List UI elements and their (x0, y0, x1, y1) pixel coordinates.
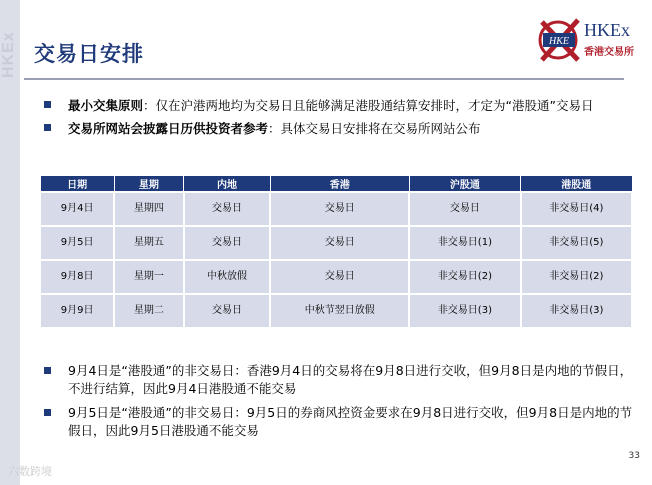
table-cell: 交易日 (270, 226, 409, 260)
table-cell: 交易日 (184, 226, 271, 260)
table-cell: 非交易日(5) (521, 226, 632, 260)
table-cell: 非交易日(3) (409, 294, 520, 328)
hkex-logo-latin: HKEx (584, 20, 630, 40)
table-cell: 星期四 (114, 192, 183, 226)
square-bullet-icon (44, 409, 51, 416)
table-cell: 交易日 (184, 192, 271, 226)
principle-bullets (44, 96, 634, 142)
bullet-text: ：仅在沪港两地均为交易日且能够满足港股通结算安排时，才定为“港股通”交易日 (143, 98, 594, 113)
header-weekday: 星期 (114, 176, 183, 193)
square-bullet-icon (44, 367, 51, 374)
table-cell: 非交易日(2) (521, 260, 632, 294)
table-cell: 星期一 (114, 260, 183, 294)
header-northbound: 沪股通 (409, 176, 520, 193)
page-number: 33 (628, 451, 640, 461)
table-row (40, 260, 632, 294)
table-row (40, 226, 632, 260)
note-item (44, 362, 640, 398)
table-cell: 星期二 (114, 294, 183, 328)
watermark-text: 六数跨境 (8, 465, 52, 478)
table-cell: 9月4日 (40, 192, 114, 226)
note-text: 9月4日是“港股通”的非交易日：香港9月4日的交易将在9月8日进行交收，但9月8日是内地的节假日，不进行结算，因此9月4日港股通不能交易 (68, 363, 633, 396)
table-cell: 非交易日(1) (409, 226, 520, 260)
bullet-item (44, 119, 634, 138)
table-cell: 交易日 (270, 192, 409, 226)
bullet-heading: 最小交集原则 (68, 98, 144, 113)
side-band (0, 0, 20, 485)
table-row (40, 294, 632, 328)
trading-calendar-table (39, 175, 633, 329)
header-hongkong: 香港 (270, 176, 409, 193)
hkex-logo-chinese: 香港交易所 (584, 47, 634, 58)
table-header-row (40, 176, 632, 193)
table-row (40, 192, 632, 226)
header-mainland: 内地 (184, 176, 271, 193)
hkex-logo (532, 16, 644, 68)
table-cell: 中秋放假 (184, 260, 271, 294)
bullet-item (44, 96, 634, 115)
note-text: 9月5日是“港股通”的非交易日：9月5日的券商风控资金要求在9月8日进行交收，但9月8日是内地的节假日，因此9月5日港股通不能交易 (68, 405, 633, 438)
explanation-notes (44, 362, 640, 446)
table-cell: 非交易日(2) (409, 260, 520, 294)
table-cell: 9月9日 (40, 294, 114, 328)
table-cell: 9月8日 (40, 260, 114, 294)
square-bullet-icon (44, 101, 51, 108)
header-date: 日期 (40, 176, 114, 193)
table-cell: 中秋节翌日放假 (270, 294, 409, 328)
header-southbound: 港股通 (521, 176, 632, 193)
table-cell: 交易日 (270, 260, 409, 294)
note-item (44, 404, 640, 440)
table-cell: 9月5日 (40, 226, 114, 260)
hkex-x-logo-icon (538, 16, 582, 64)
table-cell: 非交易日(4) (521, 192, 632, 226)
title-divider (24, 78, 624, 80)
table-cell: 交易日 (409, 192, 520, 226)
table-cell: 星期五 (114, 226, 183, 260)
table-cell: 非交易日(3) (521, 294, 632, 328)
slide-title: 交易日安排 (34, 42, 144, 66)
side-brand-text: HKEx (0, 31, 17, 79)
hkex-logo-mark-text: HKE (549, 36, 569, 47)
bullet-text: ：具体交易日安排将在交易所网站公布 (268, 121, 481, 136)
square-bullet-icon (44, 124, 51, 131)
bullet-heading: 交易所网站会披露日历供投资者参考 (68, 121, 269, 136)
table-cell: 交易日 (184, 294, 271, 328)
